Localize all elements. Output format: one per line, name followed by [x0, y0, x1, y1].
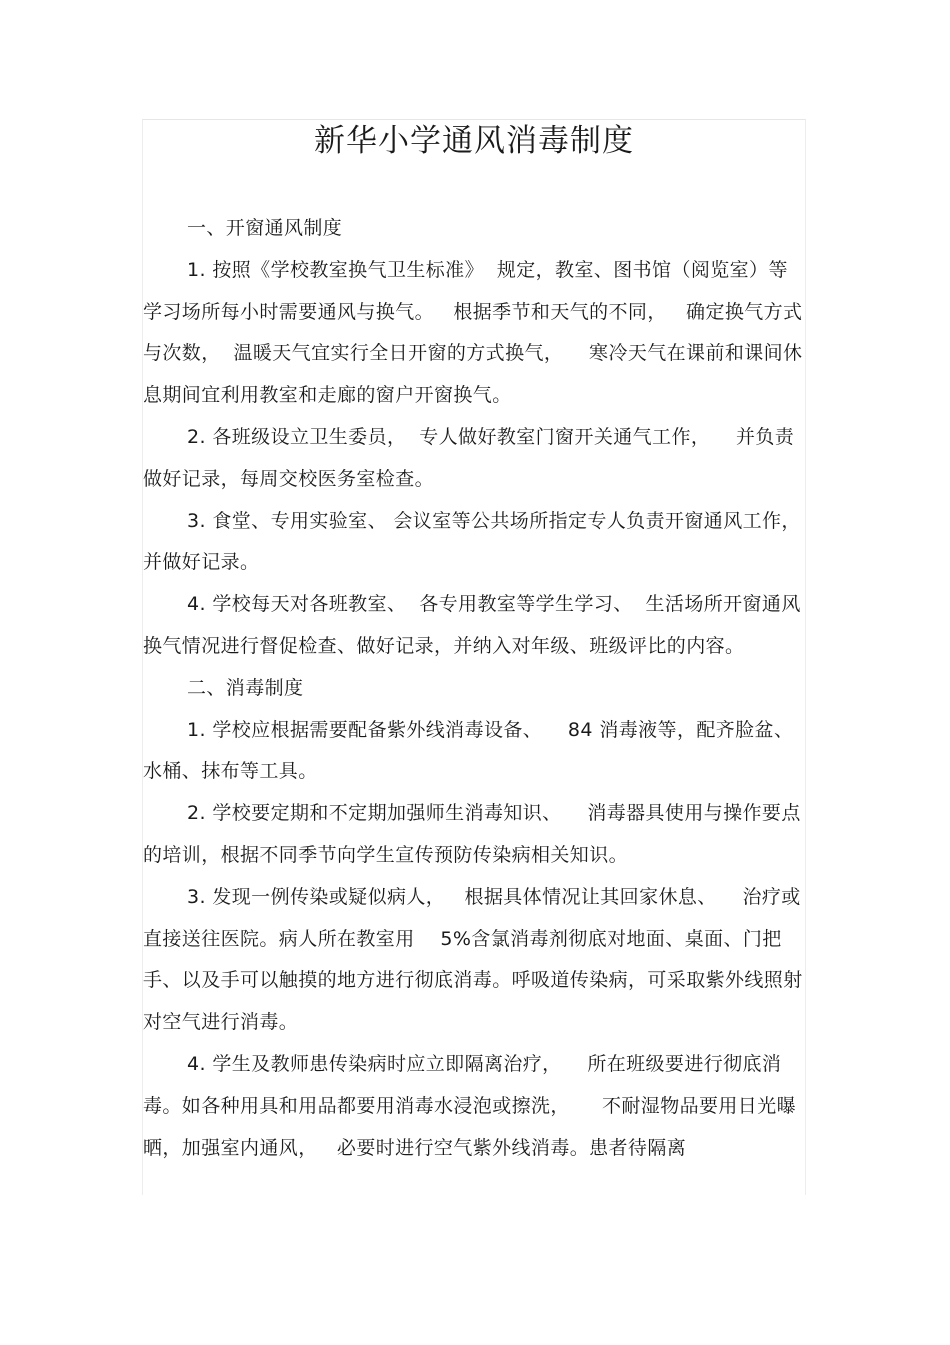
document-page [143, 120, 805, 1195]
section-heading-disinfection: 二、消毒制度 [187, 676, 304, 699]
ventilation-item-4: 4. 学校每天对各班教室、 各专用教室等学生学习、 生活场所开窗通风换气情况进行督促检查、做好记录，并纳入对年级、班级评比的内容。 [143, 593, 801, 657]
disinfection-item-3: 3. 发现一例传染或疑似病人， 根据具体情况让其回家休息、 治疗或直接送往医院。病人所在教室用 5%含氯消毒剂彻底对地面、桌面、门把手、以及手可以触摸的地方进行彻底消毒。呼吸道传染病，可采取紫外线照射对空气进行消毒。 [143, 885, 803, 1034]
ventilation-item-3: 3. 食堂、专用实验室、 会议室等公共场所指定专人负责开窗通风工作，并做好记录。 [143, 509, 801, 574]
section-heading-ventilation: 一、开窗通风制度 [187, 217, 343, 239]
disinfection-item-2: 2. 学校要定期和不定期加强师生消毒知识、 消毒器具使用与操作要点的培训，根据不同季节向学生宣传预防传染病相关知识。 [143, 802, 801, 866]
disinfection-item-1: 1. 学校应根据需要配备紫外线消毒设备、 84 消毒液等，配齐脸盆、水桶、抹布等工具。 [143, 718, 794, 783]
document-title: 新华小学通风消毒制度 [314, 123, 634, 159]
ventilation-item-2: 2. 各班级设立卫生委员， 专人做好教室门窗开关通气工作， 并负责做好记录，每周交校医务室检查。 [143, 425, 795, 490]
disinfection-item-4: 4. 学生及教师患传染病时应立即隔离治疗， 所在班级要进行彻底消毒。如各种用具和用品都要用消毒水浸泡或擦洗， 不耐湿物品要用日光曝晒，加强室内通风， 必要时进行空气紫外线消毒。患者待隔离 [143, 1052, 796, 1159]
ventilation-item-1: 1. 按照《学校教室换气卫生标准》 规定，教室、图书馆（阅览室）等学习场所每小时需要通风与换气。 根据季节和天气的不同， 确定换气方式与次数， 温暖天气宜实行全日开窗的方式换气， 寒冷天气在课前和课间休息期间宜利用教室和走廊的窗户开窗换气。 [143, 258, 803, 407]
document-body [143, 208, 805, 1169]
